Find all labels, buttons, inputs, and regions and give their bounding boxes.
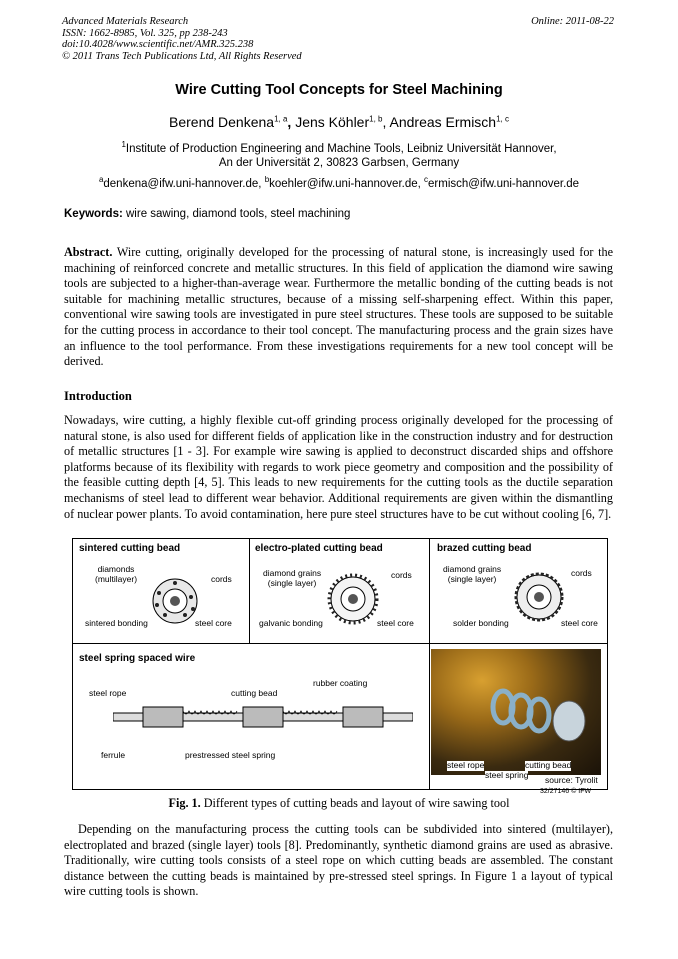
email-sup: c: [424, 175, 429, 184]
brazed-bead-drawing: [509, 567, 569, 627]
closing-paragraph: Depending on the manufacturing process the cutting tools can be subdivided into sintered (multilayer), electroplated and brazed (single layer) tools [8]. Predominantly, synthetic diamond grains are used as abrasive. Traditionally, wire cutting tools consists of a steel rope on which cutting beads are assembled. The constant distance between the cutting beads is maintained by pre-stressed steel springs. In Figure 1 a layout of typical wire cutting tools is shown.: [64, 822, 613, 899]
abstract-text: Wire cutting, originally developed for the processing of natural stone, is increasingly used for the machining of reinforced concrete and metallic structures. In this field of application the diamond wire sawing tools are subjected to a higher-than-average wear. Furthermore the metallic bonding of the cutting beads is not suitable for machining metallic structures, because of a missing self-sharpening effect. Within this paper, conventional wire sawing tools are investigated in pure steel structures. These tools are supposed to be suitable for the cutting process in accordance to their tool concept. The manufacturing process and the grain sizes have an influence to the tool performance. From these investigations requirements for a new tool concept will be derived.: [64, 245, 614, 369]
keywords-label: Keywords:: [64, 208, 123, 220]
author-list: Berend Denkena$^{1, a}$, Jens Köhler$^{1, b}$, Andreas Ermisch$^{1, c}$: [169, 114, 509, 130]
spring-coil-illustration: [473, 679, 593, 749]
email-sup: b: [264, 175, 270, 184]
email-link[interactable]: denkena@ifw.uni-hannover.de: [103, 177, 259, 190]
label-photo-spring: steel spring: [485, 770, 529, 780]
copyright-line: © 2011 Trans Tech Publications Ltd, All Rights Reserved: [62, 50, 302, 62]
introduction-heading: Introduction: [64, 389, 132, 403]
author-name: Berend Denkena: [169, 114, 275, 130]
introduction-text: Nowadays, wire cutting, a highly flexible cut-off grinding process originally developed for the processing of natural stone, is also used for different fields of application like in the construction industry and for destruction of metallic structures [1 - 3]. For example wire sawing is applied to deconstruct discarded ships and offshore platforms because of its flexibility with regards to work piece geometry and composition and the possibility of the feasible cutting depth [4, 5]. This leads to new requirements for the cutting tools as the ductile separation mechanisms of steel lead to different wear behavior. Additional requirements are given within the dismantling of nuclear power plants. To avoid contamination, here pure steel structures have to be cut without cooling [6, 7].: [64, 413, 613, 521]
figure-id: 32/27146 © IFW: [540, 788, 592, 795]
email-link[interactable]: koehler@ifw.uni-hannover.de: [269, 177, 418, 190]
online-date: Online: 2011-08-22: [531, 16, 614, 27]
author-sup: 1, a: [274, 114, 288, 124]
figure-divider: [249, 539, 250, 643]
label-cords: cords: [211, 574, 232, 584]
journal-name: Advanced Materials Research: [62, 16, 189, 27]
label-solder-bonding: solder bonding: [453, 618, 509, 628]
sintered-bead-drawing: [145, 571, 205, 631]
author-name: Andreas Ermisch: [389, 114, 497, 130]
label-steel-core: steel core: [561, 618, 598, 628]
email-sup: a: [98, 175, 104, 184]
keywords: [64, 208, 350, 220]
label-sintered-bonding: sintered bonding: [85, 618, 148, 628]
label-diamond-grains: diamond grains (single layer): [263, 568, 322, 588]
keywords-text: wire sawing, diamond tools, steel machining: [126, 208, 351, 220]
label-rubber-coating: rubber coating: [313, 678, 368, 688]
paper-title: Wire Cutting Tool Concepts for Steel Machining: [175, 82, 503, 98]
abstract-label: Abstract.: [64, 245, 113, 259]
label-steel-core: steel core: [377, 618, 414, 628]
email-link[interactable]: ermisch@ifw.uni-hannover.de: [428, 177, 580, 190]
label-diamond-grains: diamond grains (single layer): [443, 564, 502, 584]
label-steel-core: steel core: [195, 618, 232, 628]
caption-text: Different types of cutting beads and layout of wire sawing tool: [203, 796, 510, 810]
header-left: [62, 16, 302, 62]
panel-title-spring: steel spring spaced wire: [79, 653, 196, 664]
label-steel-rope: steel rope: [89, 688, 127, 698]
author-sup: 1, b: [369, 114, 383, 124]
label-photo-bead: cutting bead: [525, 760, 572, 770]
affiliation-line2: An der Universität 2, 30823 Garbsen, Germany: [218, 156, 460, 169]
abstract: [64, 245, 613, 370]
figure-divider: [73, 643, 607, 644]
label-photo-source: source: Tyrolit: [545, 775, 598, 785]
panel-title-brazed: brazed cutting bead: [437, 543, 532, 554]
label-prestressed-spring: prestressed steel spring: [185, 750, 276, 760]
affiliation-sup: 1: [121, 140, 126, 149]
panel-title-sintered: sintered cutting bead: [79, 543, 181, 554]
figure-1: [72, 538, 608, 790]
doi-line: doi:10.4028/www.scientific.net/AMR.325.238: [62, 39, 254, 50]
author-sup: 1, c: [496, 114, 509, 124]
electro-bead-drawing: [323, 569, 383, 629]
affiliation-line1: Institute of Production Engineering and Machine Tools, Leibniz Universität Hannover,: [125, 142, 557, 155]
label-photo-rope: steel rope: [447, 760, 485, 770]
figure-caption: [0, 796, 678, 811]
label-galvanic-bonding: galvanic bonding: [259, 618, 323, 628]
affiliation: [0, 138, 678, 170]
label-cutting-bead: cutting bead: [231, 688, 278, 698]
label-cords: cords: [571, 568, 592, 578]
figure-divider: [429, 539, 430, 789]
issn-line: ISSN: 1662-8985, Vol. 325, pp 238-243: [62, 27, 228, 39]
caption-label: Fig. 1.: [168, 796, 201, 810]
label-diamonds: diamonds (multilayer): [95, 564, 138, 584]
author-name: Jens Köhler: [295, 114, 370, 130]
spring-wire-drawing: [113, 699, 413, 735]
email-list: $^a$denkena@ifw.uni-hannover.de, $^b$koehler@ifw.uni-hannover.de, $^c$ermisch@ifw.uni-hannover.de: [98, 175, 580, 190]
label-cords: cords: [391, 570, 412, 580]
panel-title-electro: electro-plated cutting bead: [255, 543, 383, 554]
label-ferrule: ferrule: [101, 750, 126, 760]
